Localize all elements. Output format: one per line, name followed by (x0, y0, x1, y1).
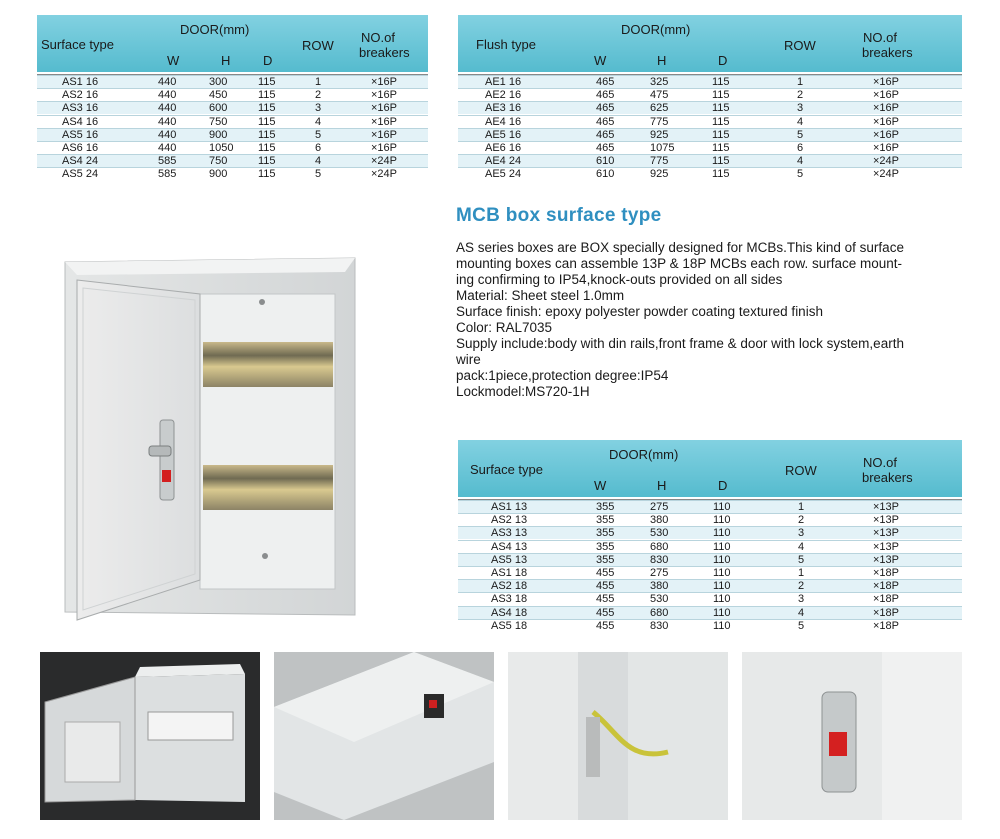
table-cell: ×13P (873, 553, 899, 566)
table-cell: 2 (797, 89, 804, 102)
description-line: Supply include:body with din rails,front frame & door with lock system,earth (456, 336, 904, 351)
table-body (37, 74, 428, 180)
table-cell: 275 (650, 501, 669, 513)
table-cell: 1075 (650, 142, 675, 154)
table-cell: 2 (315, 89, 322, 102)
product-title: MCB box surface type (456, 205, 662, 226)
table-row (458, 553, 962, 566)
col-d-header: D (718, 478, 728, 493)
table-cell: 680 (650, 606, 669, 619)
table-cell: 830 (650, 619, 669, 632)
table-row (37, 154, 428, 167)
table-cell: 610 (596, 168, 615, 181)
table-cell: ×24P (371, 155, 397, 168)
table-cell: AS3 13 (491, 527, 528, 540)
table-cell: 110 (713, 593, 731, 606)
table-cell: 355 (596, 527, 615, 540)
table-cell: ×24P (873, 168, 899, 181)
table-cell: 380 (650, 514, 669, 527)
earth-wire-photo (508, 652, 728, 820)
description-line: Lockmodel:MS720-1H (456, 384, 590, 399)
table-cell: ×18P (873, 567, 899, 579)
table-cell: 110 (713, 514, 731, 527)
table-cell: ×16P (873, 76, 899, 88)
table-cell: 455 (596, 593, 615, 606)
table-cell: 115 (258, 128, 276, 141)
table-cell: 455 (596, 606, 615, 619)
col-breakers-header-2: breakers (359, 45, 410, 60)
table-cell: 115 (258, 168, 276, 181)
col-h-header: H (657, 53, 667, 68)
table-cell: 115 (258, 142, 276, 154)
table-cell: 585 (158, 155, 177, 168)
table-cell: 355 (596, 553, 615, 566)
table-cell: 5 (797, 128, 804, 141)
description-line: mounting boxes can assemble 13P & 18P MCBs each row. surface mount- (456, 256, 902, 271)
col-h-header: H (221, 53, 231, 68)
table-cell: ×24P (371, 168, 397, 181)
table-row (37, 141, 428, 154)
table-cell: 440 (158, 76, 177, 88)
table-cell: 600 (209, 102, 228, 115)
table-cell: 5 (798, 553, 805, 566)
col-d-header: D (718, 53, 728, 68)
table-cell: 465 (596, 115, 615, 128)
table-row (37, 167, 428, 180)
description-line: Material: Sheet steel 1.0mm (456, 288, 625, 303)
table-header (458, 440, 962, 497)
table-cell: ×16P (873, 89, 899, 102)
table-row (37, 101, 428, 114)
table-cell: 440 (158, 128, 177, 141)
table-cell: ×16P (371, 142, 397, 154)
table-cell: ×16P (371, 102, 397, 115)
table-cell: ×13P (873, 527, 899, 540)
table-cell: 325 (650, 76, 669, 88)
table-cell: 4 (797, 115, 804, 128)
table-cell: ×16P (371, 115, 397, 128)
table-cell: AS4 18 (491, 606, 528, 619)
table-cell: 4 (797, 155, 804, 168)
table-cell: 110 (713, 540, 731, 553)
description-line: pack:1piece,protection degree:IP54 (456, 368, 669, 383)
table-body (458, 499, 962, 631)
open-box-photo (40, 652, 260, 820)
mcb-box-product-image (55, 250, 365, 630)
table-row (458, 606, 962, 619)
table-cell: ×16P (873, 115, 899, 128)
table-cell: 110 (713, 580, 731, 593)
table-cell: AE5 16 (485, 128, 522, 141)
col-type-header: Surface type (41, 37, 114, 52)
table-cell: AE4 24 (485, 155, 522, 168)
table-cell: ×18P (873, 580, 899, 593)
table-row (458, 500, 962, 513)
table-row (458, 128, 962, 141)
table-cell: 465 (596, 76, 615, 88)
table-row (458, 540, 962, 553)
table-cell: ×18P (873, 606, 899, 619)
col-breakers-header: NO.of (863, 455, 897, 470)
table-cell: AE3 16 (485, 102, 522, 115)
table-cell: 115 (712, 128, 730, 141)
table-cell: 1 (315, 76, 322, 88)
table-cell: AE5 24 (485, 168, 522, 181)
table-cell: ×13P (873, 514, 899, 527)
table-cell: 355 (596, 540, 615, 553)
description-line: AS series boxes are BOX specially designed for MCBs.This kind of surface (456, 240, 904, 255)
table-cell: 1 (798, 501, 805, 513)
table-row (458, 101, 962, 114)
table-cell: 440 (158, 102, 177, 115)
table-cell: 610 (596, 155, 615, 168)
table-cell: 775 (650, 115, 669, 128)
table-cell: 900 (209, 128, 228, 141)
col-door-header: DOOR(mm) (609, 447, 679, 462)
table-cell: 450 (209, 89, 228, 102)
table-row (458, 513, 962, 526)
table-cell: 5 (798, 619, 805, 632)
table-cell: ×16P (873, 128, 899, 141)
table-row (458, 88, 962, 101)
table-cell: ×13P (873, 501, 899, 513)
table-cell: 4 (315, 115, 322, 128)
table-cell: AS2 18 (491, 580, 528, 593)
table-cell: AS2 16 (62, 89, 99, 102)
table-cell: ×16P (371, 89, 397, 102)
description-line: Surface finish: epoxy polyester powder coating textured finish (456, 304, 823, 319)
table-cell: 475 (650, 89, 669, 102)
table-cell: 110 (713, 619, 731, 632)
table-row (37, 75, 428, 88)
table-cell: 465 (596, 89, 615, 102)
table-cell: 5 (315, 128, 322, 141)
table-cell: 115 (712, 89, 730, 102)
col-row-header: ROW (302, 38, 334, 53)
description-line: Color: RAL7035 (456, 320, 553, 335)
table-cell: 900 (209, 168, 228, 181)
table-cell: 1 (797, 76, 804, 88)
table-cell: AS2 13 (491, 514, 528, 527)
col-w-header: W (167, 53, 180, 68)
table-cell: AS5 13 (491, 553, 528, 566)
table-cell: 830 (650, 553, 669, 566)
table-row (458, 526, 962, 539)
table-cell: ×16P (873, 102, 899, 115)
col-h-header: H (657, 478, 667, 493)
table-cell: 115 (258, 89, 276, 102)
table-cell: 5 (797, 168, 804, 181)
table-cell: 115 (258, 76, 276, 88)
table-cell: 3 (797, 102, 804, 115)
table-cell: 3 (798, 527, 805, 540)
table-cell: 455 (596, 580, 615, 593)
table-cell: ×18P (873, 619, 899, 632)
table-cell: 925 (650, 128, 669, 141)
table-cell: 750 (209, 155, 228, 168)
table-cell: ×18P (873, 593, 899, 606)
table-cell: 440 (158, 89, 177, 102)
table-cell: 3 (798, 593, 805, 606)
table-cell: 680 (650, 540, 669, 553)
table-cell: AS1 16 (62, 76, 99, 88)
table-cell: 115 (258, 115, 276, 128)
table-cell: 115 (712, 115, 730, 128)
col-breakers-header: NO.of (863, 30, 897, 45)
table-cell: 530 (650, 527, 669, 540)
table-cell: 1050 (209, 142, 234, 154)
table-cell: ×16P (873, 142, 899, 154)
table-cell: 110 (713, 606, 731, 619)
table-cell: 585 (158, 168, 177, 181)
description-line: wire (456, 352, 481, 367)
table-row (37, 88, 428, 101)
table-cell: 355 (596, 514, 615, 527)
table-cell: 3 (315, 102, 322, 115)
col-door-header: DOOR(mm) (180, 22, 250, 37)
col-row-header: ROW (784, 38, 816, 53)
table-cell: AE4 16 (485, 115, 522, 128)
table-header (37, 15, 428, 72)
table-row (458, 75, 962, 88)
table-cell: 2 (798, 580, 805, 593)
table-cell: AS4 24 (62, 155, 99, 168)
table-cell: 440 (158, 142, 177, 154)
table-cell: 6 (315, 142, 322, 154)
table-cell: AS4 13 (491, 540, 528, 553)
table-cell: 750 (209, 115, 228, 128)
table-cell: AS5 16 (62, 128, 99, 141)
table-row (458, 592, 962, 605)
table-cell: 4 (798, 540, 805, 553)
table-cell: AS5 24 (62, 168, 99, 181)
table-cell: 625 (650, 102, 669, 115)
description-line: ing confirming to IP54,knock-outs provided on all sides (456, 272, 783, 287)
table-cell: 1 (798, 567, 805, 579)
table-cell: AS3 16 (62, 102, 99, 115)
table-cell: AS6 16 (62, 142, 99, 154)
table-cell: 440 (158, 115, 177, 128)
table-cell: 115 (712, 76, 730, 88)
table-cell: AS4 16 (62, 115, 99, 128)
table-cell: 275 (650, 567, 669, 579)
table-cell: 775 (650, 155, 669, 168)
lock-closeup-photo (742, 652, 962, 820)
table-cell: AE6 16 (485, 142, 522, 154)
table-cell: 110 (713, 527, 731, 540)
table-cell: AE2 16 (485, 89, 522, 102)
table-row (37, 115, 428, 128)
table-cell: 5 (315, 168, 322, 181)
col-type-header: Surface type (470, 462, 543, 477)
table-cell: 4 (798, 606, 805, 619)
table-cell: AS1 18 (491, 567, 528, 579)
table-cell: 465 (596, 142, 615, 154)
table-cell: 465 (596, 128, 615, 141)
table-cell: ×16P (371, 76, 397, 88)
col-type-header: Flush type (476, 37, 536, 52)
table-cell: 115 (258, 102, 276, 115)
table-row (37, 128, 428, 141)
box-top-photo (274, 652, 494, 820)
table-cell: 115 (712, 168, 730, 181)
table-cell: 355 (596, 501, 615, 513)
table-cell: 2 (798, 514, 805, 527)
table-cell: ×13P (873, 540, 899, 553)
table-cell: 110 (713, 567, 731, 579)
col-breakers-header-2: breakers (862, 470, 913, 485)
table-header (458, 15, 962, 72)
table-cell: 455 (596, 619, 615, 632)
product-description (456, 240, 976, 400)
table-cell: ×24P (873, 155, 899, 168)
table-cell: 530 (650, 593, 669, 606)
table-cell: 455 (596, 567, 615, 579)
table-cell: AS1 13 (491, 501, 528, 513)
table-cell: 300 (209, 76, 228, 88)
col-row-header: ROW (785, 463, 817, 478)
table-cell: 115 (258, 155, 276, 168)
col-d-header: D (263, 53, 273, 68)
table-cell: 4 (315, 155, 322, 168)
table-row (458, 167, 962, 180)
table-row (458, 141, 962, 154)
col-w-header: W (594, 53, 607, 68)
table-cell: 380 (650, 580, 669, 593)
table-cell: 110 (713, 553, 731, 566)
table-cell: 465 (596, 102, 615, 115)
table-row (458, 619, 962, 632)
col-door-header: DOOR(mm) (621, 22, 691, 37)
table-cell: 115 (712, 155, 730, 168)
table-cell: 925 (650, 168, 669, 181)
table-body (458, 74, 962, 180)
col-breakers-header: NO.of (361, 30, 395, 45)
table-cell: AE1 16 (485, 76, 522, 88)
table-cell: 6 (797, 142, 804, 154)
table-row (458, 154, 962, 167)
table-cell: AS3 18 (491, 593, 528, 606)
table-row (458, 579, 962, 592)
table-cell: 110 (713, 501, 731, 513)
table-cell: ×16P (371, 128, 397, 141)
table-cell: 115 (712, 102, 730, 115)
table-row (458, 115, 962, 128)
table-cell: AS5 18 (491, 619, 528, 632)
col-breakers-header-2: breakers (862, 45, 913, 60)
table-cell: 115 (712, 142, 730, 154)
table-row (458, 566, 962, 579)
col-w-header: W (594, 478, 607, 493)
